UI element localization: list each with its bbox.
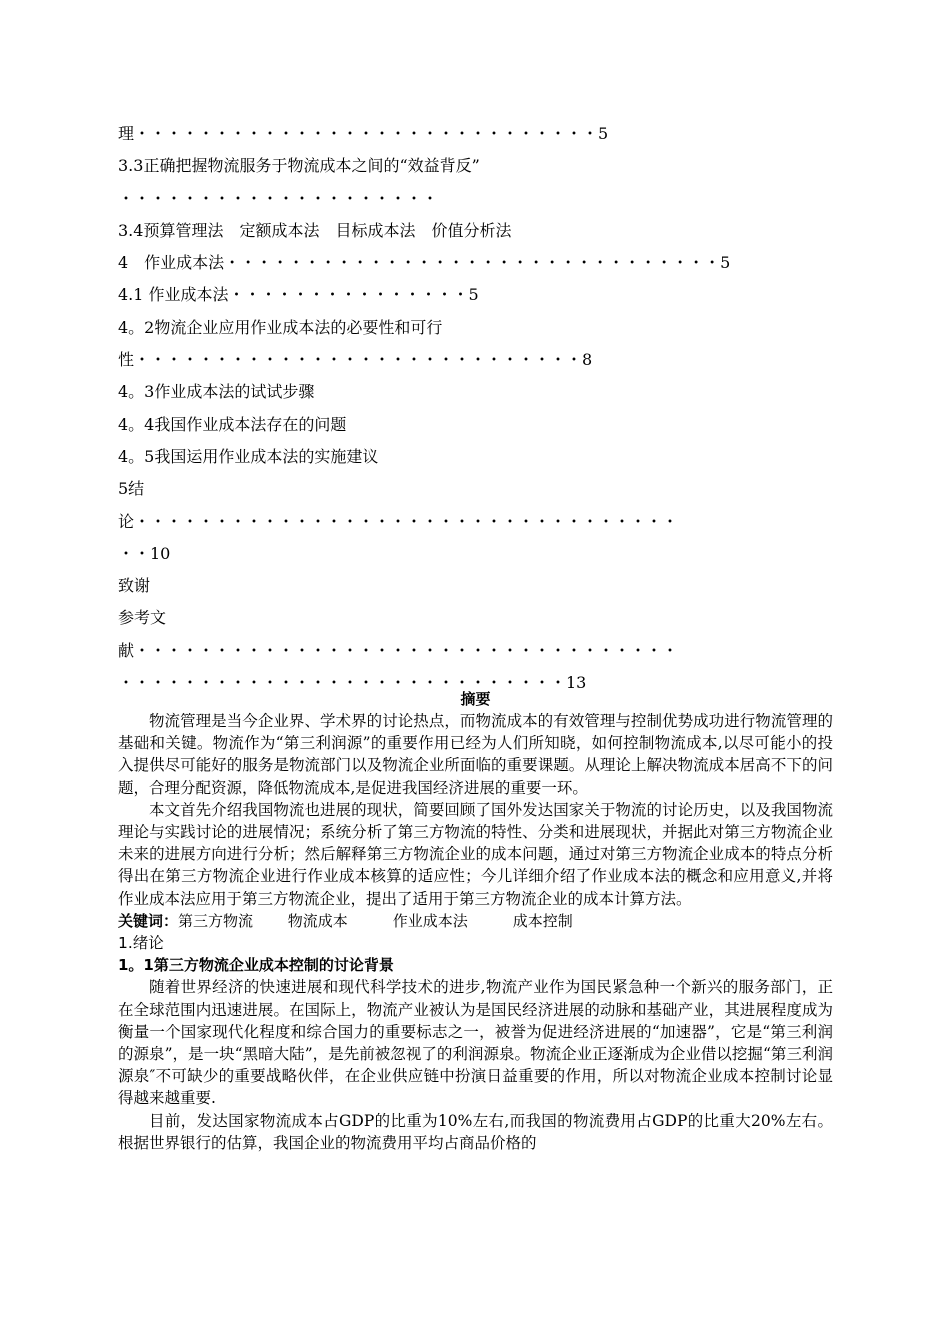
- toc-line: 4。5我国运用作业成本法的实施建议: [118, 446, 379, 466]
- abstract-paragraph: 物流管理是当今企业界、学术界的讨论热点，而物流成本的有效管理与控制优势成功进行物流管理的基础和关键。物流作为“第三利润源”的重要作用已经为人们所知晓，如何控制物流成本,以尽可能小的投入提供尽可能好的服务是物流部门以及物流企业所面临的重要课题。从理论上解决物流成本居高不下的问题，合理分配资源，降低物流成本,是促进我国经济进展的重要一环。: [118, 712, 833, 797]
- abstract-and-body: [118, 688, 833, 1154]
- subsection-heading: 1。1第三方物流企业成本控制的讨论背景: [118, 956, 394, 975]
- toc-line: 3.3正确把握物流服务于物流成本之间的“效益背反”: [118, 156, 480, 176]
- toc-line: 性・・・・・・・・・・・・・・・・・・・・・・・・・・・・8: [118, 350, 593, 370]
- abstract-title: 摘要: [460, 690, 491, 708]
- toc-line: 理・・・・・・・・・・・・・・・・・・・・・・・・・・・・・5: [118, 124, 609, 143]
- toc-line: 4.1 作业成本法・・・・・・・・・・・・・・・5: [118, 285, 479, 305]
- abstract-paragraph: 本文首先介绍我国物流也进展的现状，简要回顾了国外发达国家关于物流的讨论历史，以及我国物流理论与实践讨论的进展情况；系统分析了第三方物流的特性、分类和进展现状，并据此对第三方物流企业未来的进展方向进行分析；然后解释第三方物流企业的成本问题，通过对第三方物流企业成本的特点分析得出在第三方物流企业进行作业成本核算的适应性；今儿详细介绍了作业成本法的概念和应用意义,并将作业成本法应用于第三方物流企业，提出了适用于第三方物流企业的成本计算方法。: [118, 800, 833, 908]
- body-paragraph: 随着世界经济的快速进展和现代科学技术的进步,物流产业作为国民紧急种一个新兴的服务部门，正在全球范围内迅速进展。在国际上，物流产业被认为是国民经济进展的动脉和基础产业，其进展程度成为衡量一个国家现代化程度和综合国力的重要标志之一，被誉为促进经济进展的“加速器”，它是“第三利润的源泉”，是一块“黑暗大陆”，是先前被忽视了的利润源泉。物流企业正逐渐成为企业借以挖掘“第三利润源泉″不可缺少的重要战略伙伴，在企业供应链中扮演日益重要的作用，所以对物流企业成本控制讨论显得越来越重要.: [118, 978, 833, 1108]
- toc-line: 参考文: [118, 608, 167, 628]
- toc-line: 献・・・・・・・・・・・・・・・・・・・・・・・・・・・・・・・・・・: [118, 640, 679, 660]
- toc-line: 4 作业成本法・・・・・・・・・・・・・・・・・・・・・・・・・・・・・・・5: [118, 253, 731, 273]
- toc-line: 4。4我国作业成本法存在的问题: [118, 414, 347, 434]
- toc-line: 4。2物流企业应用作业成本法的必要性和可行: [118, 317, 443, 337]
- toc-line: 3.4预算管理法 定额成本法 目标成本法 价值分析法: [118, 220, 512, 240]
- keywords-label: 关键词：: [118, 911, 179, 930]
- section-heading: 1.绪论: [118, 934, 164, 953]
- toc-line: 4。3作业成本法的试试步骤: [118, 382, 315, 402]
- toc-line: 致谢: [118, 576, 151, 596]
- toc-line: ・・・・・・・・・・・・・・・・・・・・・・・・・・・・13: [118, 673, 587, 693]
- toc-line: ・・10: [118, 543, 171, 563]
- keywords-values: 第三方物流 物流成本 作业成本法 成本控制: [178, 911, 573, 930]
- toc-line: ・・・・・・・・・・・・・・・・・・・・: [118, 188, 439, 208]
- keywords-line: [118, 910, 833, 932]
- toc-line: 5结: [118, 479, 145, 499]
- body-paragraph: 目前，发达国家物流成本占GDP的比重为10%左右,而我国的物流费用占GDP的比重大20%左右。根据世界银行的估算，我国企业的物流费用平均占商品价格的: [118, 1111, 833, 1152]
- toc-line: 论・・・・・・・・・・・・・・・・・・・・・・・・・・・・・・・・・・: [118, 511, 679, 531]
- table-of-contents: [118, 118, 838, 699]
